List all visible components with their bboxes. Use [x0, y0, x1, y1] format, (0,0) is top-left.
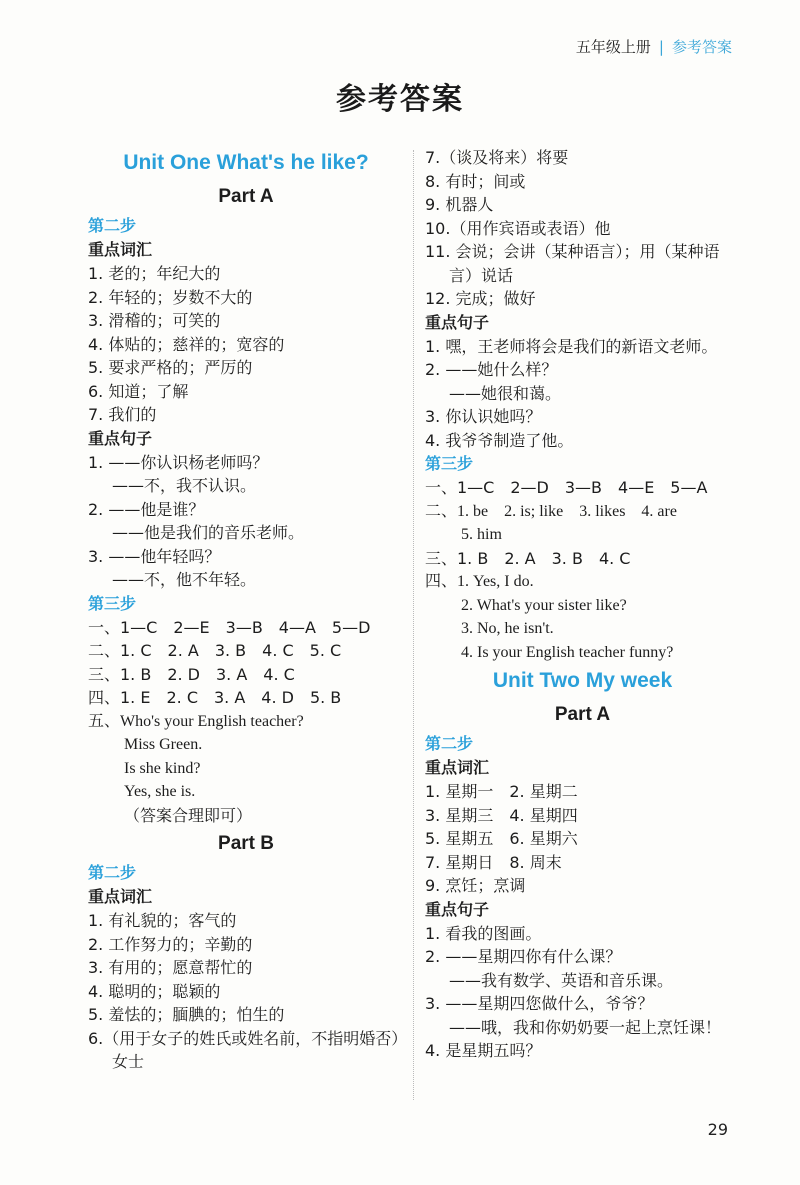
sentence-heading: 重点句子 [425, 899, 490, 919]
sentence-heading: 重点句子 [425, 312, 490, 332]
answer-line: 7. 我们的 [88, 405, 157, 424]
answer-line: 5. him [461, 526, 502, 543]
answer-line: 四、1. Yes, I do. [425, 573, 534, 590]
answer-line: 4. 聪明的；聪颖的 [88, 981, 221, 1001]
answer-line: 1. 嘿，王老师将会是我们的新语文老师。 [425, 336, 718, 356]
part-a-heading: Part A [554, 704, 611, 725]
answer-line: 7. 星期日 8. 周末 [425, 852, 562, 872]
answer-line: 7.（谈及将来）将要 [425, 148, 569, 167]
answer-line: 6. 知道；了解 [88, 381, 189, 401]
step-heading: 第三步 [88, 593, 137, 613]
page-title: 参考答案 [336, 82, 464, 117]
answer-line: 四、1. E 2. C 3. A 4. D 5. B [88, 688, 342, 707]
answer-line: ——哦，我和你奶奶要一起上烹饪课！ [449, 1017, 722, 1037]
answer-line: 2. ——他是谁？ [88, 499, 205, 519]
answer-line: 2. 工作努力的；辛勤的 [88, 934, 253, 954]
answer-line: 4. 我爷爷制造了他。 [425, 430, 574, 450]
answer-line: 3. 有用的；愿意帮忙的 [88, 958, 253, 977]
answer-line: 1. 有礼貌的；客气的 [88, 911, 237, 930]
answer-line: 4. Is your English teacher funny? [461, 643, 674, 661]
answer-line: 12. 完成；做好 [425, 289, 536, 308]
answer-line: 9. 机器人 [425, 195, 494, 214]
answer-line: ——不，我不认识。 [112, 476, 257, 495]
answer-line: 5. 星期五 6. 星期六 [425, 829, 578, 848]
page-number: 29 [707, 1120, 728, 1139]
answer-line: Yes, she is. [124, 783, 196, 800]
answer-line: 3. ——星期四您做什么，爷爷？ [425, 994, 654, 1013]
answer-line: （答案合理即可） [124, 805, 253, 825]
column-divider [413, 150, 414, 1100]
answer-line: 5. 羞怯的；腼腆的；怕生的 [88, 1005, 285, 1024]
answer-line: 一、1—C 2—E 3—B 4—A 5—D [88, 617, 371, 637]
answer-line: 3. 滑稽的；可笑的 [88, 311, 221, 330]
answer-line: 3. 星期三 4. 星期四 [425, 805, 578, 825]
answer-line: 3. No, he isn't. [461, 620, 554, 637]
step-heading: 第二步 [425, 734, 474, 753]
answer-line: Miss Green. [124, 736, 203, 753]
part-b-heading: Part B [218, 833, 274, 854]
answer-line: 一、1—C 2—D 3—B 4—E 5—A [425, 478, 708, 497]
answer-line: 6.（用于女子的姓氏或姓名前，不指明婚否）女士 [88, 1028, 400, 1071]
answer-line: 5. 要求严格的；严厉的 [88, 358, 253, 377]
answer-line: 8. 有时；间或 [425, 171, 526, 191]
answer-line: 9. 烹饪；烹调 [425, 876, 526, 895]
part-a-heading: Part A [218, 186, 274, 207]
answer-line: 1. 看我的图画。 [425, 923, 542, 943]
sentence-heading: 重点句子 [88, 428, 153, 448]
answer-line: 三、1. B 2. D 3. A 4. C [88, 664, 295, 684]
answer-line: 2. ——她什么样？ [425, 360, 558, 379]
answer-line: 2. 年轻的；岁数不大的 [88, 287, 253, 307]
answer-line: 3. ——他年轻吗？ [88, 546, 221, 566]
answer-line: 二、1. be 2. is; like 3. likes 4. are [425, 502, 677, 520]
answer-line: ——不，他不年轻。 [112, 570, 257, 589]
step-heading: 第二步 [88, 863, 137, 882]
answer-line: 三、1. B 2. A 3. B 4. C [425, 548, 631, 568]
header-separator: | [658, 38, 664, 56]
answer-line: Is she kind? [124, 759, 201, 777]
answer-line: ——她很和蔼。 [449, 383, 562, 403]
answer-line: 3. 你认识她吗？ [425, 407, 542, 426]
vocab-heading: 重点词汇 [88, 240, 153, 259]
answer-line: ——他是我们的音乐老师。 [112, 523, 305, 542]
section-label: 参考答案 [671, 38, 732, 56]
vocab-heading: 重点词汇 [425, 758, 490, 777]
unit-one-title: Unit One What's he like? [123, 151, 369, 174]
answer-line: 五、Who's your English teacher? [88, 712, 304, 730]
step-heading: 第三步 [425, 454, 474, 473]
right-column [425, 146, 740, 1063]
answer-line: 1. 星期一 2. 星期二 [425, 782, 578, 801]
answer-line: 2. ——星期四你有什么课？ [425, 947, 622, 966]
answer-line: 2. What's your sister like? [461, 596, 627, 614]
answer-line: 4. 是星期五吗？ [425, 1041, 542, 1060]
book-label: 五年级上册 [575, 38, 651, 56]
answer-line: 二、1. C 2. A 3. B 4. C 5. C [88, 641, 342, 660]
running-header [576, 36, 732, 57]
answer-line: 1. ——你认识杨老师吗？ [88, 452, 269, 472]
left-column [88, 146, 404, 1074]
answer-line: 11. 会说；会讲（某种语言）；用（某种语言）说话 [425, 242, 720, 285]
answer-line: ——我有数学、英语和音乐课。 [449, 970, 674, 990]
answer-line: 1. 老的；年纪大的 [88, 264, 221, 283]
step-heading: 第二步 [88, 216, 137, 235]
answer-line: 4. 体贴的；慈祥的；宽容的 [88, 334, 285, 354]
unit-two-title: Unit Two My week [492, 669, 673, 692]
vocab-heading: 重点词汇 [88, 887, 153, 906]
answer-line: 10.（用作宾语或表语）他 [425, 218, 611, 238]
